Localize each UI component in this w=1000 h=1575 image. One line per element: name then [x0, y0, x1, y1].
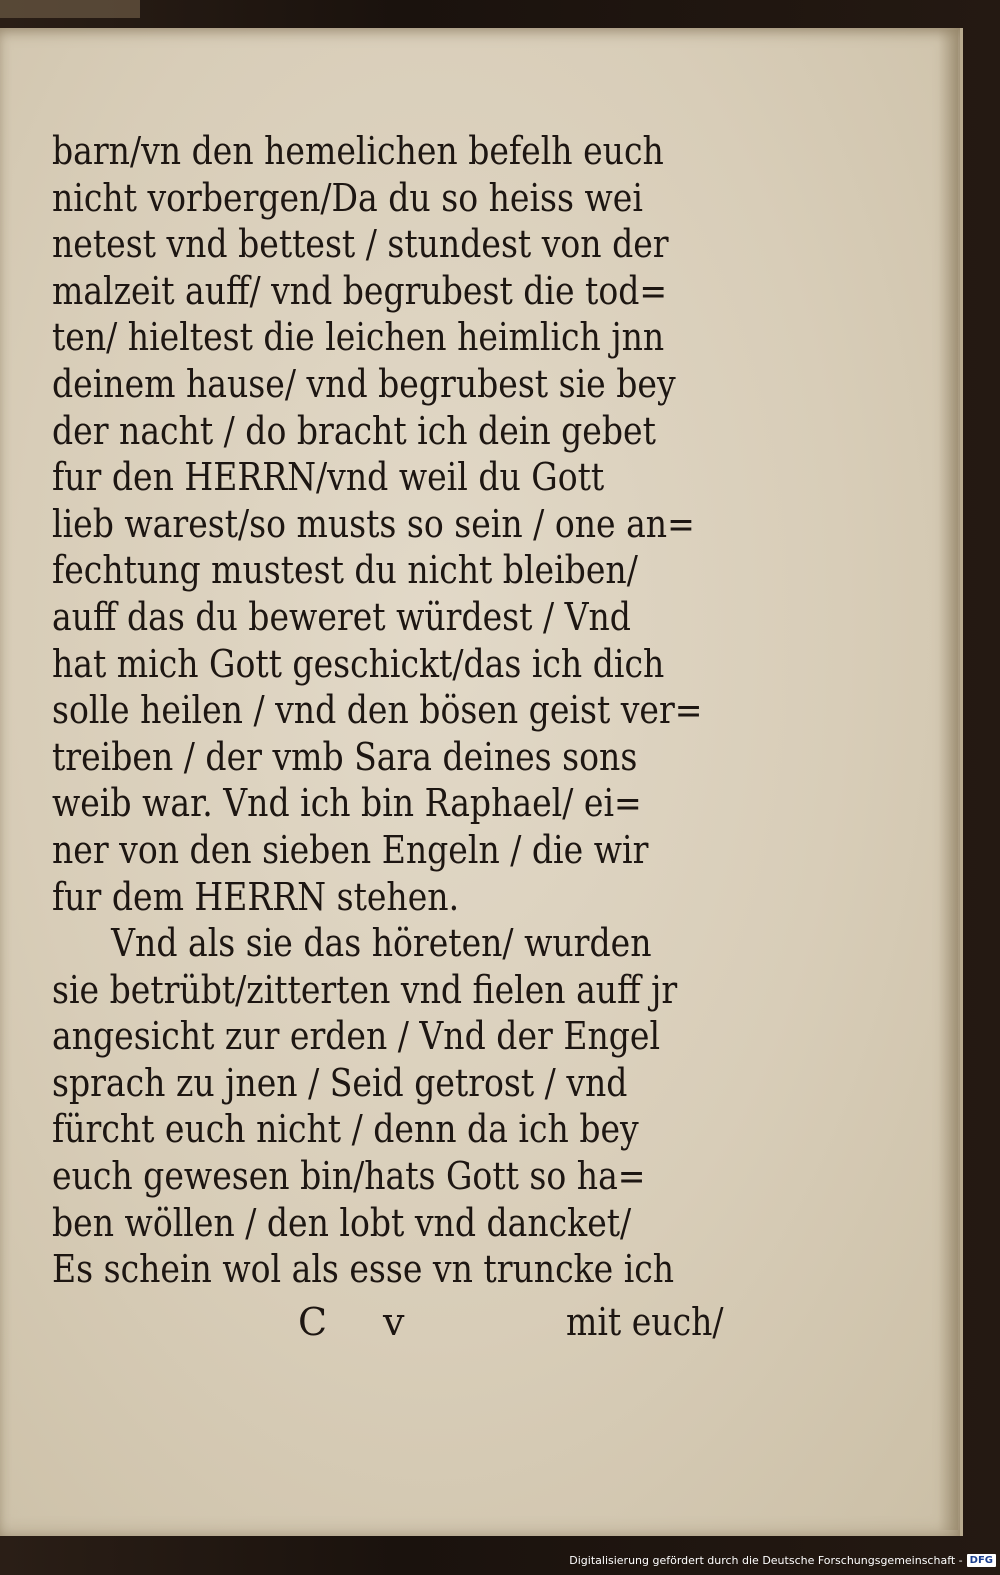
text-line: malzeit auff/ vnd begrubest die tod= [52, 268, 668, 313]
text-line: sie betrübt/zitterten vnd fielen auff jr [52, 967, 678, 1012]
text-line: fur den HERRN/vnd weil du Gott [52, 455, 605, 500]
dfg-logo: DFG [967, 1554, 996, 1567]
text-line: netest vnd bettest / stundest von der [52, 222, 669, 267]
text-line: Es schein wol als esse vn truncke ich [52, 1247, 675, 1292]
text-line: ner von den sieben Engeln / die wir [52, 827, 649, 872]
text-line: barn/vn den hemelichen befelh euch [52, 129, 664, 173]
text-line: euch gewesen bin/hats Gott so ha= [52, 1154, 646, 1199]
signature-number: v [383, 1300, 405, 1344]
text-line: ten/ hieltest die leichen heimlich jnn [52, 315, 665, 360]
digitization-credit [569, 1551, 996, 1569]
text-line: fechtung mustest du nicht bleiben/ [52, 548, 638, 593]
previous-page-edge [0, 0, 140, 18]
text-line: ben wöllen / den lobt vnd dancket/ [52, 1200, 632, 1245]
signature-mark: C [298, 1300, 328, 1344]
catchword: mit euch/ [566, 1300, 724, 1344]
text-line: treiben / der vmb Sara deines sons [52, 734, 638, 779]
paragraph-start-line: Vnd als sie das höreten/ wurden [111, 921, 652, 966]
text-line: nicht vorbergen/Da du so heiss wei [52, 175, 643, 220]
text-line: fur dem HERRN stehen. [52, 874, 460, 919]
text-line: der nacht / do bracht ich dein gebet [52, 408, 656, 453]
page-shadow-edge [938, 30, 958, 1530]
text-line: sprach zu jnen / Seid getrost / vnd [52, 1060, 628, 1105]
text-line: hat mich Gott geschickt/das ich dich [52, 641, 665, 686]
text-line: angesicht zur erden / Vnd der Engel [52, 1014, 661, 1059]
credit-text: Digitalisierung gefördert durch die Deutsche Forschungsgemeinschaft - [569, 1553, 963, 1567]
text-line: fürcht euch nicht / denn da ich bey [52, 1107, 639, 1152]
page-footer [298, 1300, 758, 1346]
text-line: weib war. Vnd ich bin Raphael/ ei= [52, 781, 642, 826]
text-line: auff das du beweret würdest / Vnd [52, 594, 631, 639]
text-line: deinem hause/ vnd begrubest sie bey [52, 361, 676, 406]
text-line: solle heilen / vnd den bösen geist ver= [52, 688, 703, 733]
page-text [52, 128, 752, 1293]
text-line: lieb warest/so musts so sein / one an= [52, 501, 695, 546]
